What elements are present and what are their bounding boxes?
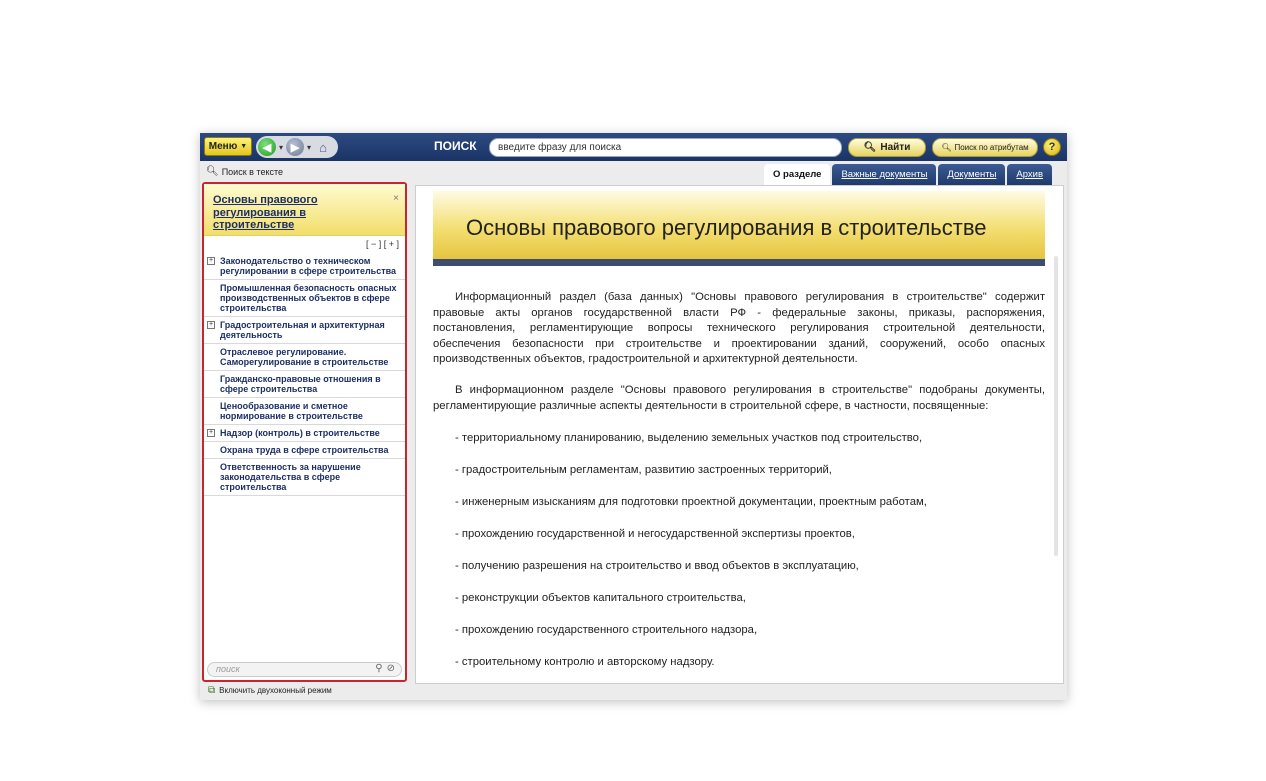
- scope-paragraph: В информационном разделе "Основы правового регулирования в строительстве" подобраны документы, регламентирующие различные аспекты деятельности в строительной сфере, в частности, посвященные:: [433, 384, 1045, 412]
- expand-plus-icon[interactable]: +: [208, 429, 214, 436]
- sidebar-panel: [202, 182, 407, 682]
- tab-documents[interactable]: Документы: [938, 164, 1005, 185]
- menu-button[interactable]: [204, 137, 252, 156]
- arrow-left-icon: ◀: [262, 141, 272, 154]
- clear-icon[interactable]: ⊘: [386, 663, 395, 674]
- navigation-cluster: [256, 136, 338, 158]
- list-item: - прохождению государственного строительного надзора,: [455, 624, 758, 636]
- back-button[interactable]: [258, 138, 276, 156]
- sidebar-item-liability[interactable]: [204, 459, 405, 496]
- help-icon: ?: [1048, 141, 1056, 153]
- magnifier-icon[interactable]: ⚲: [375, 663, 383, 674]
- content-panel: [415, 185, 1064, 684]
- tab-important-documents[interactable]: Важные документы: [832, 164, 936, 185]
- search-label: ПОИСК: [434, 139, 477, 153]
- sidebar-item-label: Промышленная безопасность опасных производственных объектов в сфере строительства: [220, 283, 397, 313]
- list-item: - инженерным изысканиям для подготовки проектной документации, проектным работам,: [455, 496, 927, 508]
- sidebar-title-link[interactable]: Основы правового регулирования в строительстве: [213, 194, 318, 231]
- magnifier-icon: 🔍︎: [206, 166, 219, 177]
- sidebar-item-label: Законодательство о техническом регулировании в сфере строительства: [220, 256, 397, 276]
- expand-plus-icon[interactable]: +: [208, 321, 214, 328]
- sidebar-item-industrial-safety[interactable]: [204, 280, 405, 317]
- sidebar-item-labor-safety[interactable]: [204, 442, 405, 459]
- help-button[interactable]: [1043, 138, 1061, 156]
- magnifier-icon: 🔍︎: [941, 143, 952, 152]
- find-button[interactable]: [848, 138, 926, 157]
- sidebar-item-urban-planning[interactable]: [204, 317, 405, 344]
- dual-window-label: Включить двухоконный режим: [219, 686, 332, 695]
- sidebar-item-label: Ответственность за нарушение законодательства в сфере строительства: [220, 462, 361, 492]
- scrollbar[interactable]: [1054, 256, 1058, 556]
- sidebar-item-civil-law[interactable]: [204, 371, 405, 398]
- sidebar-item-pricing[interactable]: [204, 398, 405, 425]
- arrow-right-icon: ▶: [290, 141, 300, 154]
- section-title: Основы правового регулирования в строительстве: [466, 215, 987, 240]
- list-item: - получению разрешения на строительство и ввод объектов в эксплуатацию,: [455, 560, 859, 572]
- find-label: Найти: [880, 142, 911, 153]
- list-item: - прохождению государственной и негосударственной экспертизы проектов,: [455, 528, 855, 540]
- sidebar-item-label: Ценообразование и сметное нормирование в строительстве: [220, 401, 363, 421]
- sidebar-search-icons: [375, 663, 395, 674]
- list-item: - реконструкции объектов капитального строительства,: [455, 592, 746, 604]
- attribute-search-label: Поиск по атрибутам: [954, 143, 1029, 152]
- dual-window-icon: ⧉: [208, 685, 216, 696]
- list-item: - территориальному планированию, выделению земельных участков под строительство,: [455, 432, 923, 444]
- dual-window-mode-toggle[interactable]: [208, 685, 332, 696]
- sidebar-search-placeholder: поиск: [216, 664, 240, 674]
- sidebar-item-supervision[interactable]: [204, 425, 405, 442]
- list-item: - градостроительным регламентам, развитию застроенных территорий,: [455, 464, 832, 476]
- app-window: [200, 133, 1067, 700]
- sidebar-header: [204, 184, 405, 236]
- list-item: - строительному контролю и авторскому надзору.: [455, 656, 715, 668]
- tab-about-section[interactable]: О разделе: [764, 164, 830, 185]
- tab-bar: [764, 164, 1052, 185]
- search-in-text-link[interactable]: [206, 166, 283, 177]
- sidebar-item-tech-regulation[interactable]: [204, 253, 405, 280]
- section-banner: [433, 191, 1045, 266]
- menu-label: Меню: [208, 141, 238, 152]
- sidebar-item-label: Гражданско-правовые отношения в сфере строительства: [220, 374, 381, 394]
- search-in-text-label: Поиск в тексте: [221, 166, 284, 177]
- sidebar-item-label: Отраслевое регулирование. Саморегулирование в строительстве: [220, 347, 389, 367]
- sidebar-search-input[interactable]: [207, 662, 402, 677]
- expand-collapse-controls[interactable]: [ − ] [ + ]: [365, 239, 399, 249]
- forward-history-icon[interactable]: ▾: [307, 142, 312, 152]
- forward-button[interactable]: [286, 138, 304, 156]
- close-icon[interactable]: ×: [393, 193, 399, 204]
- search-input[interactable]: введите фразу для поиска: [489, 138, 842, 157]
- attribute-search-button[interactable]: [932, 138, 1038, 157]
- sidebar-item-label: Градостроительная и архитектурная деятельность: [220, 320, 385, 340]
- home-button[interactable]: [314, 138, 332, 156]
- sidebar-item-label: Охрана труда в сфере строительства: [220, 445, 389, 455]
- chevron-down-icon: ▼: [240, 143, 248, 150]
- magnifier-icon: 🔍︎: [863, 142, 877, 153]
- back-history-icon[interactable]: ▾: [279, 142, 284, 152]
- tab-archive[interactable]: Архив: [1007, 164, 1052, 185]
- top-toolbar: [200, 133, 1067, 161]
- intro-paragraph: Информационный раздел (база данных) "Основы правового регулирования в строительстве" содержит правовые акты органов государственной власти РФ - федеральные законы, приказы, распоряжения, постановления, регламентирующие вопросы технического регулирования строительной деятельности, обеспечения безопасности при строительстве и проектировании зданий, сооружений, особо опасных производственных объектов, градостроительной и архитектурной деятельности.: [433, 291, 1045, 365]
- sidebar-item-label: Надзор (контроль) в строительстве: [220, 428, 380, 438]
- home-icon: ⌂: [319, 139, 327, 155]
- expand-plus-icon[interactable]: +: [208, 257, 214, 264]
- sidebar-item-self-regulation[interactable]: [204, 344, 405, 371]
